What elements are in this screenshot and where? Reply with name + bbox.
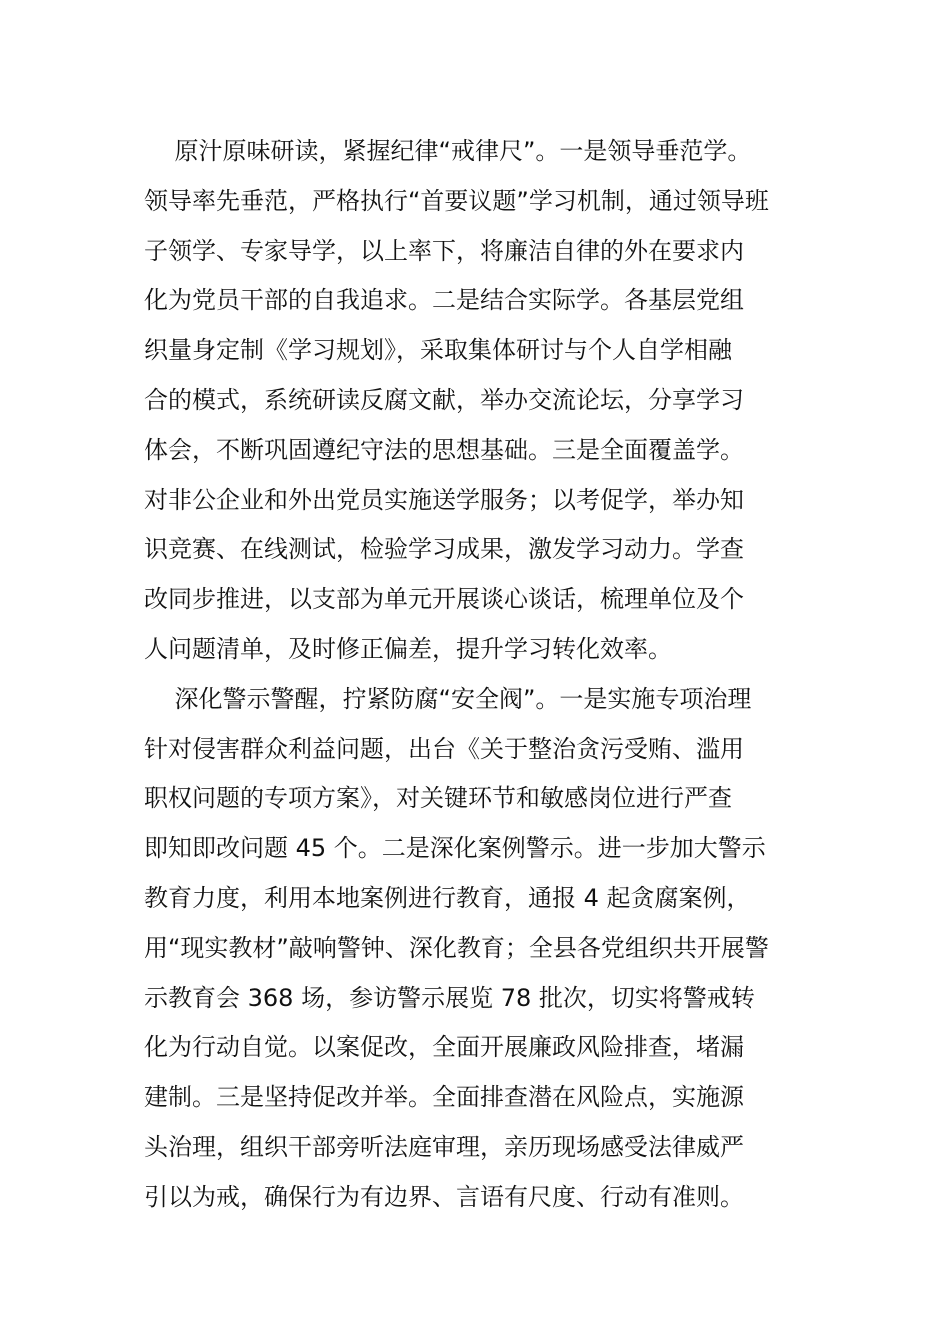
text-line: 原汁原味研读，紧握纪律“戒律尺”。一是领导垂范学。: [144, 137, 752, 165]
text-line: 用“现实教材”敲响警钟、深化教育；全县各党组织共开展警: [144, 933, 769, 962]
paragraph-warning: [144, 675, 844, 1223]
text-line: 引以为戒，确保行为有边界、言语有尺度、行动有准则。: [144, 1182, 744, 1211]
text-line: 化为行动自觉。以案促改，全面开展廉政风险排查，堵漏: [144, 1033, 744, 1062]
text-line: 织量身定制《学习规划》，采取集体研讨与个人自学相融: [144, 336, 732, 365]
document-body: [144, 127, 844, 1223]
text-line: 教育力度，利用本地案例进行教育，通报 4 起贪腐案例，: [144, 883, 751, 912]
text-line: 建制。三是坚持促改并举。全面排查潜在风险点，实施源: [144, 1083, 744, 1112]
text-line: 识竞赛、在线测试，检验学习成果，激发学习动力。学查: [144, 535, 744, 564]
text-line: 子领学、专家导学，以上率下，将廉洁自律的外在要求内: [144, 236, 744, 265]
text-line: 领导率先垂范，严格执行“首要议题”学习机制，通过领导班: [144, 186, 769, 215]
text-line: 头治理，组织干部旁听法庭审理，亲历现场感受法律威严: [144, 1132, 744, 1161]
text-line: 人问题清单，及时修正偏差，提升学习转化效率。: [144, 634, 672, 663]
text-line: 即知即改问题 45 个。二是深化案例警示。进一步加大警示: [144, 834, 766, 863]
text-line: 体会，不断巩固遵纪守法的思想基础。三是全面覆盖学。: [144, 435, 744, 464]
text-line: 改同步推进，以支部为单元开展谈心谈话，梳理单位及个: [144, 585, 744, 614]
text-line: 深化警示警醒，拧紧防腐“安全阀”。一是实施专项治理: [144, 684, 752, 713]
text-line: 合的模式，系统研读反腐文献，举办交流论坛，分享学习: [144, 385, 744, 414]
paragraph-study: [144, 127, 844, 675]
text-line: 职权问题的专项方案》，对关键环节和敏感岗位进行严查: [144, 784, 732, 813]
text-line: 针对侵害群众利益问题，出台《关于整治贪污受贿、滥用: [144, 734, 744, 763]
text-line: 对非公企业和外出党员实施送学服务；以考促学，举办知: [144, 485, 744, 514]
text-line: 示教育会 368 场，参访警示展览 78 批次，切实将警戒转: [144, 983, 755, 1012]
text-line: 化为党员干部的自我追求。二是结合实际学。各基层党组: [144, 286, 744, 315]
